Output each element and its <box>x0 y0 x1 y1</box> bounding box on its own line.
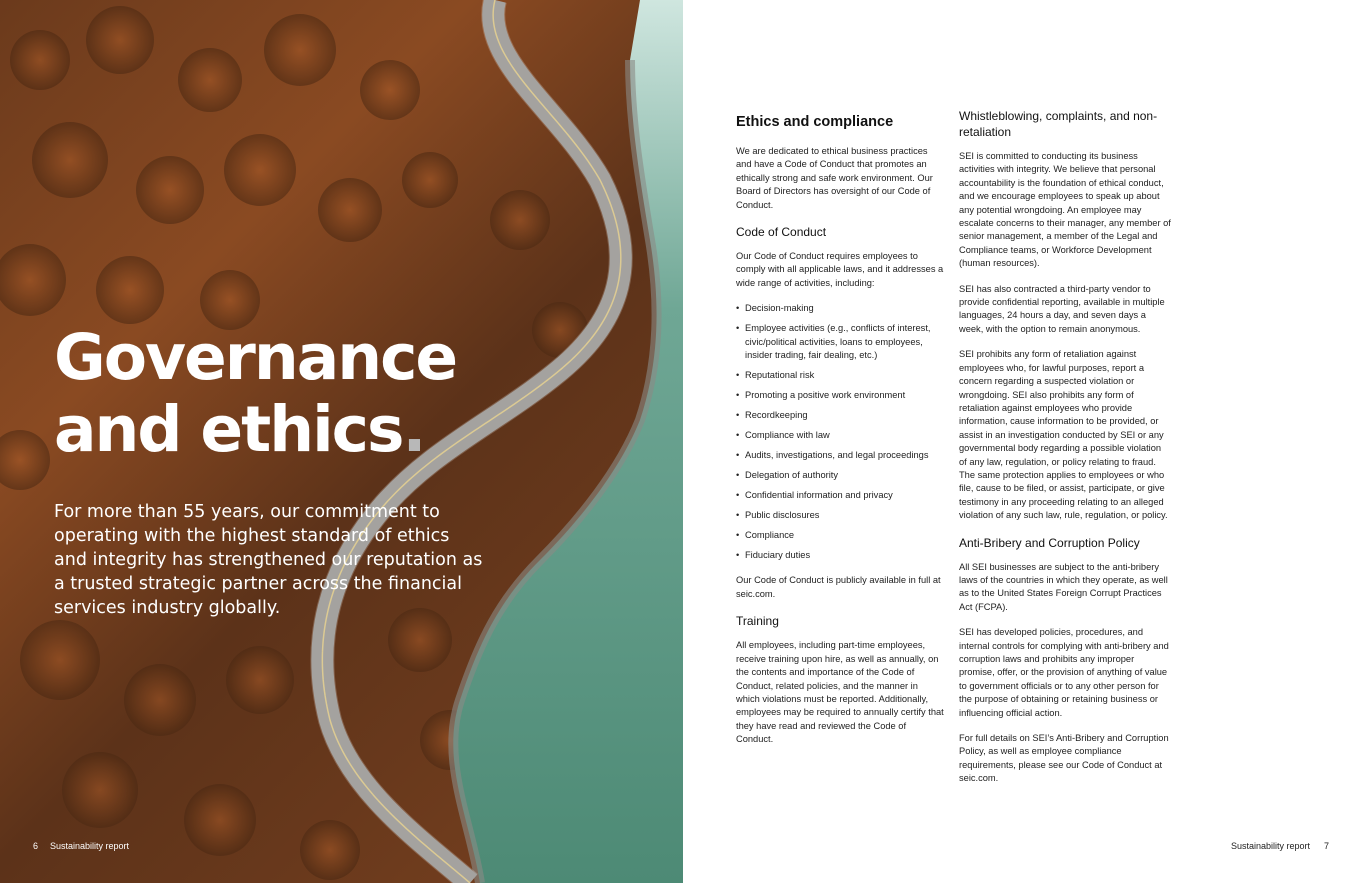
footer-right <box>1231 841 1329 851</box>
coc-outro: Our Code of Conduct is publicly available in full at seic.com. <box>736 575 941 599</box>
whistle-heading: Whistleblowing, complaints, and non-retaliation <box>959 109 1158 139</box>
hero-subtitle: For more than 55 years, our commitment to operating with the highest standard of ethics and integrity has strengthened our reputation as a trusted strategic partner across the financial services industry globally. <box>54 502 483 618</box>
footer-left <box>33 841 129 851</box>
list-item: • Compliance with law <box>736 429 944 442</box>
coc-list <box>736 302 944 562</box>
list-item: • Promoting a positive work environment <box>736 389 944 402</box>
page-number-right: 7 <box>1323 841 1329 851</box>
abc-paragraph-2: SEI has developed policies, procedures, and internal controls for complying with anti-bribery and corruption laws and prohibits any improper promise, offer, or the provision of anything of value to government officials or to any other person for the purpose of obtaining or retaining business or influencing official action. <box>959 627 1169 718</box>
column-left <box>736 106 944 759</box>
coc-intro: Our Code of Conduct requires employees to comply with all applicable laws, and it addresses a wide range of activities, including: <box>736 251 944 288</box>
abc-paragraph-3: For full details on SEI’s Anti-Bribery and Corruption Policy, as well as employee compliance requirements, please see our Code of Conduct at seic.com. <box>959 733 1169 784</box>
list-item: • Recordkeeping <box>736 409 944 422</box>
list-item: • Public disclosures <box>736 509 944 522</box>
abc-heading: Anti-Bribery and Corruption Policy <box>959 535 1140 550</box>
footer-label-right: Sustainability report <box>1230 841 1310 851</box>
whistle-paragraph-3: SEI prohibits any form of retaliation against employees who, for lawful purposes, report a concern regarding a suspected violation or wrongdoing. SEI also prohibits any form of retaliation against employees who provide information, cause information to be provided, or assist in an investigation conducted by SEI or any governmental body regarding a possible violation of any law, regulation, or policy relating to fraud. The same protection applies to employees or who file, cause to be filed, or assist, participate, or give testimony in any proceeding relating to an alleged violation of any such law, rule, regulation, or policy. <box>959 349 1168 521</box>
list-item: • Compliance <box>736 529 944 542</box>
ethics-body: We are dedicated to ethical business practices and have a Code of Conduct that promotes an ethically strong and safe work environment. Our Board of Directors has oversight of our Code of Conduct. <box>736 146 933 210</box>
right-page <box>683 0 1365 883</box>
list-item: • Confidential information and privacy <box>736 489 944 502</box>
coc-heading: Code of Conduct <box>736 225 827 240</box>
list-item: • Fiduciary duties <box>736 549 944 562</box>
title-line-1: Governance <box>54 321 457 394</box>
title-dot: . <box>402 393 425 466</box>
training-body: All employees, including part-time employees, receive training upon hire, as well as annually, on the contents and importance of the Code of Conduct, related policies, and the manner in which violations must be reported. Additionally, employees may be required to annually certify that they have read and reviewed the Code of Conduct. <box>736 640 944 745</box>
abc-paragraph-1: All SEI businesses are subject to the anti-bribery laws of the countries in which they operate, as well as to the United States Foreign Corrupt Practices Act (FCPA). <box>959 561 1168 612</box>
page-title <box>54 322 456 466</box>
footer-label-left: Sustainability report <box>50 841 130 851</box>
title-line-2: and ethics <box>54 393 403 466</box>
page-number-left: 6 <box>33 841 39 851</box>
whistle-paragraph-1: SEI is committed to conducting its business activities with integrity. We believe that personal accountability is the foundation of ethical conduct, and we encourage employees to speak up about any potential wrongdoing. An employee may escalate concerns to their manager, any member of senior management, a member of the Legal and Compliance teams, or Workforce Development (human resources). <box>959 151 1171 269</box>
training-heading: Training <box>736 614 779 629</box>
list-item: • Reputational risk <box>736 369 944 382</box>
list-item: • Delegation of authority <box>736 469 944 482</box>
column-right <box>959 106 1171 798</box>
ethics-heading: Ethics and compliance <box>736 114 894 130</box>
list-item: • Employee activities (e.g., conflicts of interest, civic/political activities, loans to employees, insider trading, fair dealing, etc.) <box>736 322 944 362</box>
whistle-paragraph-2: SEI has also contracted a third-party vendor to provide confidential reporting, available in multiple languages, 24 hours a day, and seven days a week, with the option to remain anonymous. <box>959 283 1165 334</box>
list-item: • Audits, investigations, and legal proceedings <box>736 449 944 462</box>
list-item: • Decision-making <box>736 302 944 315</box>
